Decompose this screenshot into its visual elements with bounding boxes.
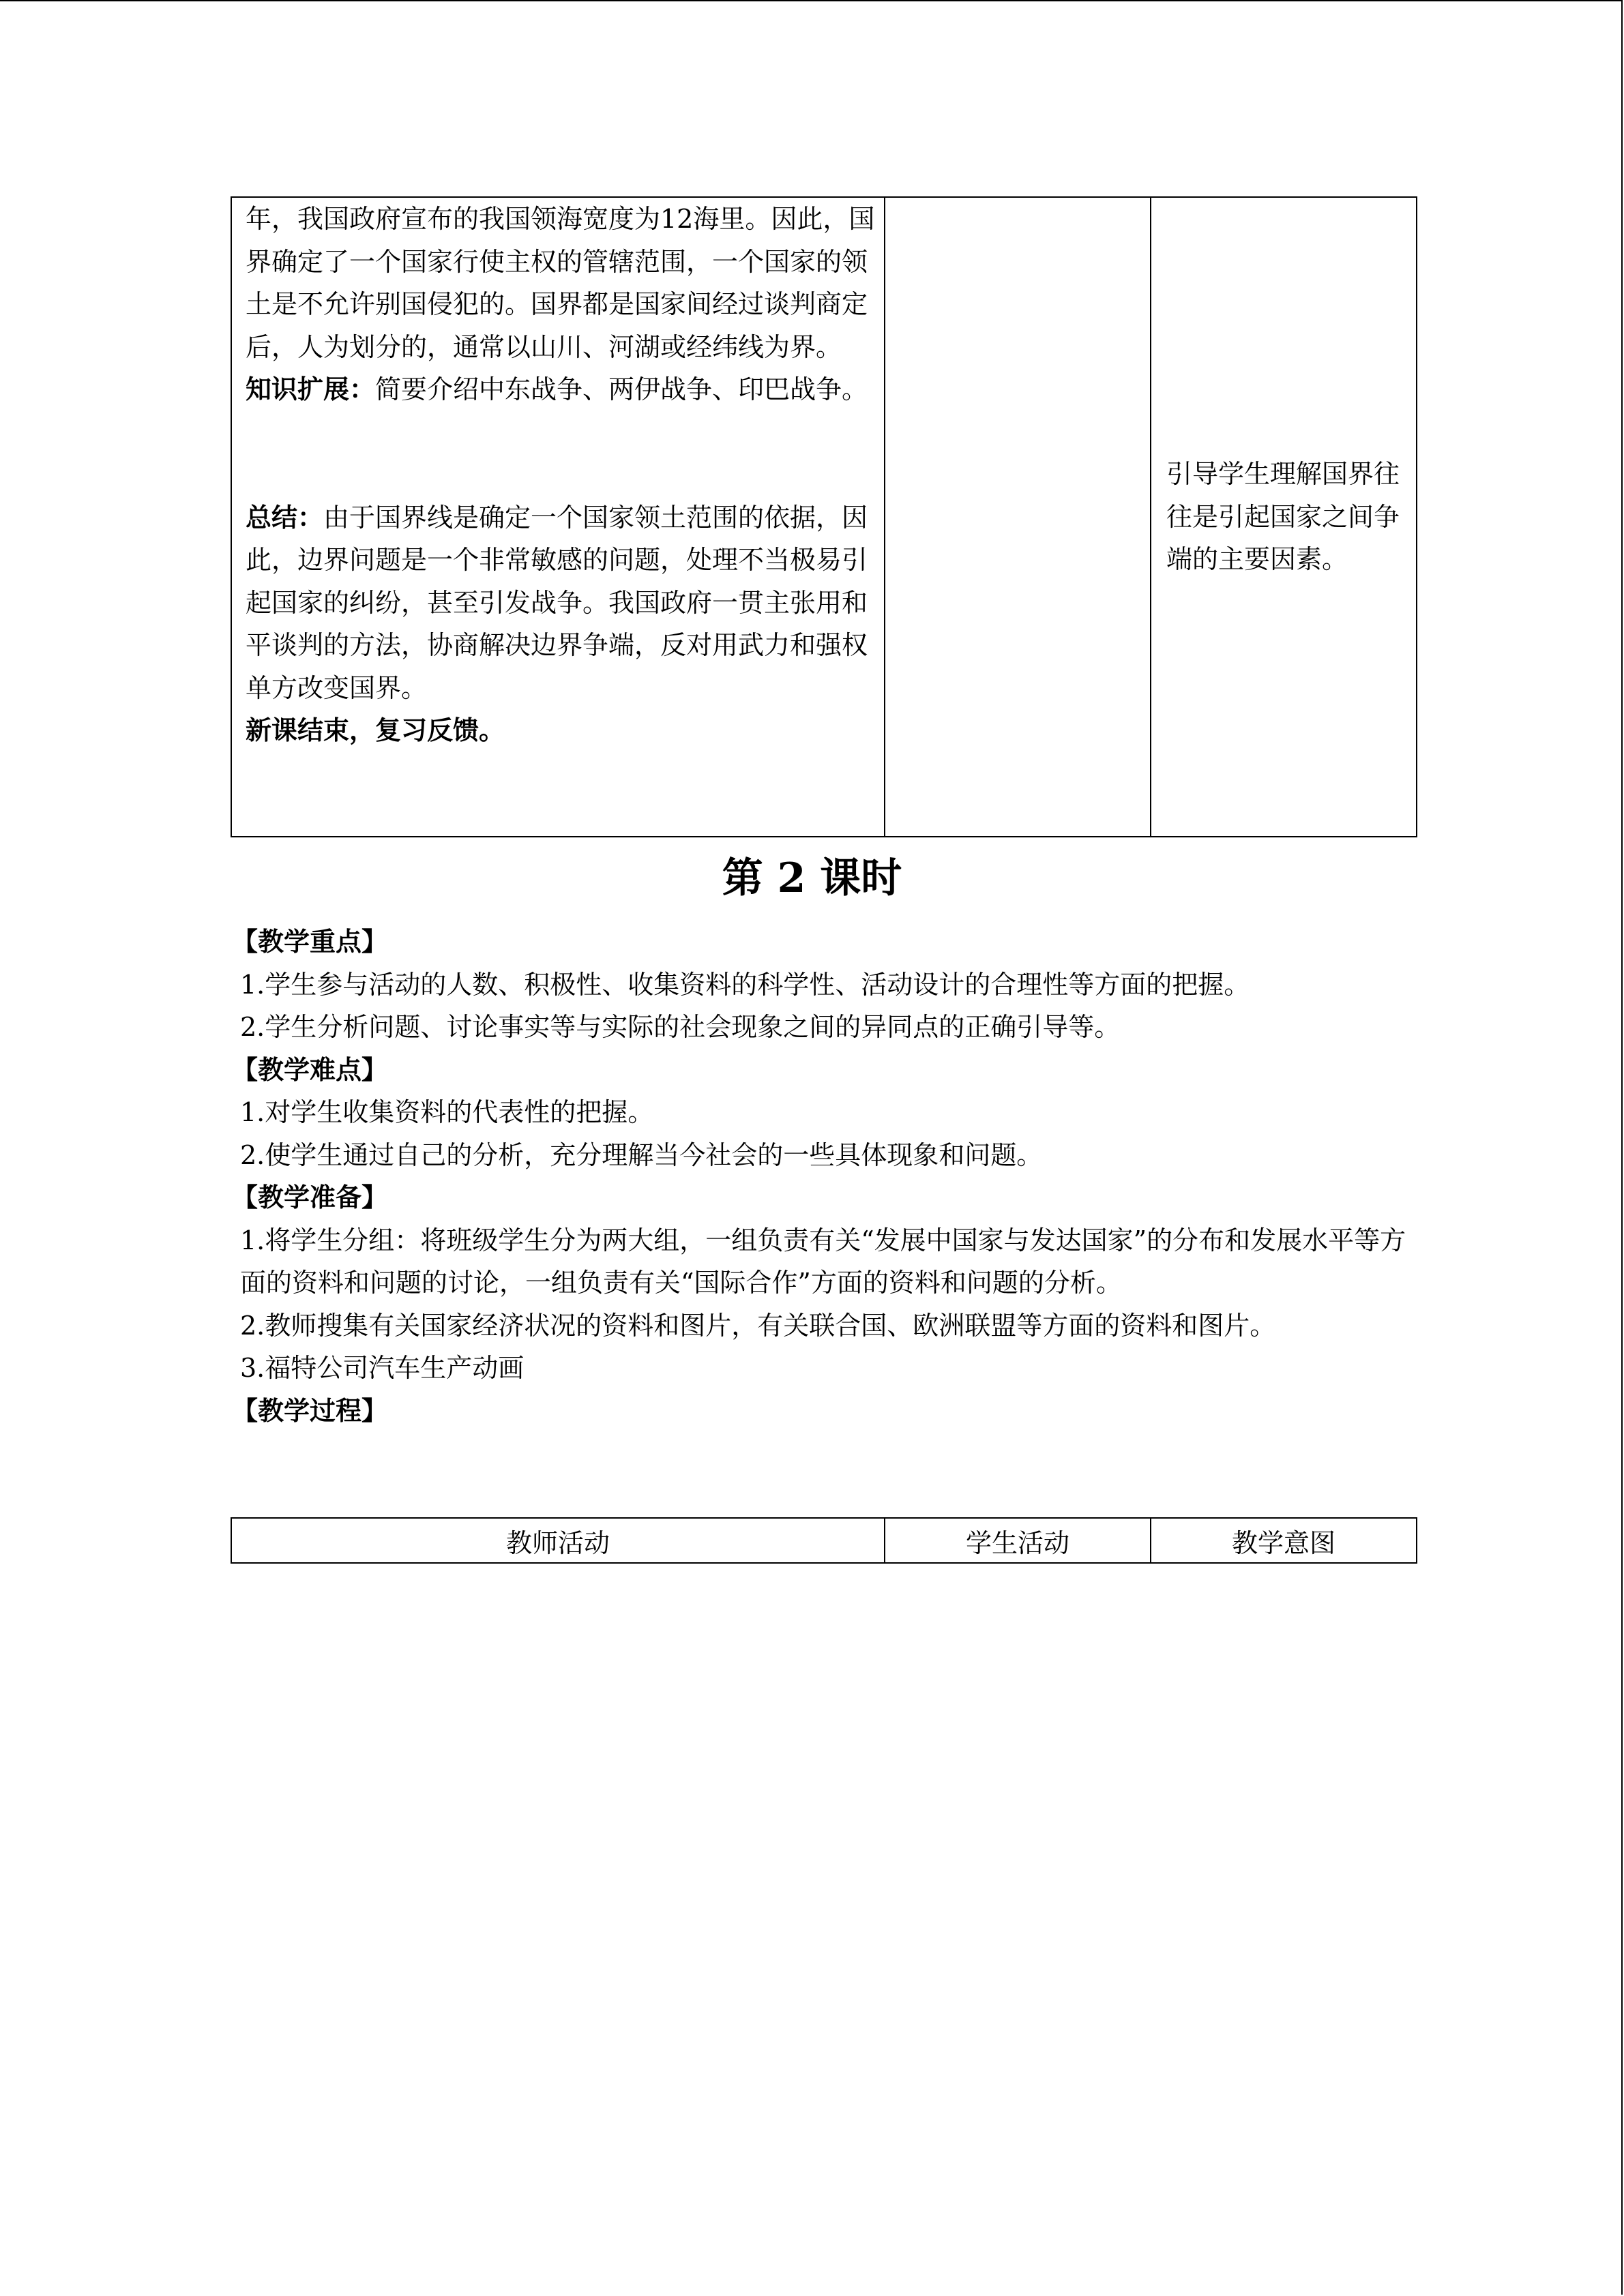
lesson-end-note: 新课结束，复习反馈。 <box>246 715 505 745</box>
lesson2-process-table <box>231 1517 1417 1564</box>
key-points-heading: 【教学重点】 <box>232 926 388 957</box>
header-teaching-intent: 教学意图 <box>1151 1518 1417 1563</box>
lesson2-sections <box>232 921 1413 1432</box>
summary-paragraph <box>232 496 884 710</box>
table-header-row <box>231 1518 1417 1563</box>
lesson2-title: 第 2 课时 <box>722 854 902 902</box>
teacher-activity-cell <box>231 197 885 837</box>
summary-text: 由于国界线是确定一个国家领土范围的依据，因此，边界问题是一个非常敏感的问题，处理不当极易引起国家的纠纷，甚至引发战争。我国政府一贯主张用和平谈判的方法，协商解决边界争端，反对用武力和强权单方改变国界。 <box>246 502 868 703</box>
preparation-3: 3.福特公司汽车生产动画 <box>240 1353 525 1383</box>
difficulty-1: 1.对学生收集资料的代表性的把握。 <box>240 1097 654 1127</box>
extension-label: 知识扩展： <box>246 374 376 404</box>
process-heading: 【教学过程】 <box>232 1395 388 1426</box>
spacer <box>232 411 884 496</box>
difficulties-heading: 【教学难点】 <box>232 1054 388 1085</box>
header-student-activity: 学生活动 <box>885 1518 1151 1563</box>
lesson1-process-table <box>231 196 1417 837</box>
preparation-heading: 【教学准备】 <box>232 1182 388 1212</box>
teacher-paragraph: 年，我国政府宣布的我国领海宽度为12海里。因此，国界确定了一个国家行使主权的管辖范围，一个国家的领土是不允许别国侵犯的。国界都是国家间经过谈判商定后，人为划分的，通常以山川、河湖或经纬线为界。 <box>246 204 875 362</box>
header-teacher-activity: 教师活动 <box>231 1518 885 1563</box>
summary-label: 总结： <box>246 501 324 533</box>
knowledge-extension <box>232 368 884 411</box>
student-activity-cell <box>885 197 1151 837</box>
teaching-intent-text: 引导学生理解国界往往是引起国家之间争端的主要因素。 <box>1166 459 1400 574</box>
preparation-2: 2.教师搜集有关国家经济状况的资料和图片，有关联合国、欧洲联盟等方面的资料和图片。 <box>240 1310 1276 1341</box>
teaching-intent-cell <box>1151 197 1417 837</box>
preparation-1: 1.将学生分组：将班级学生分为两大组，一组负责有关“发展中国家与发达国家”的分布和发展水平等方面的资料和问题的讨论，一组负责有关“国际合作”方面的资料和问题的分析。 <box>240 1225 1406 1298</box>
key-point-2: 2.学生分析问题、讨论事实等与实际的社会现象之间的异同点的正确引导等。 <box>240 1012 1121 1042</box>
difficulty-2: 2.使学生通过自己的分析，充分理解当今社会的一些具体现象和问题。 <box>240 1139 1043 1170</box>
table-row <box>231 197 1417 837</box>
extension-text: 简要介绍中东战争、两伊战争、印巴战争。 <box>375 374 868 404</box>
key-point-1: 1.学生参与活动的人数、积极性、收集资料的科学性、活动设计的合理性等方面的把握。 <box>240 969 1250 1000</box>
